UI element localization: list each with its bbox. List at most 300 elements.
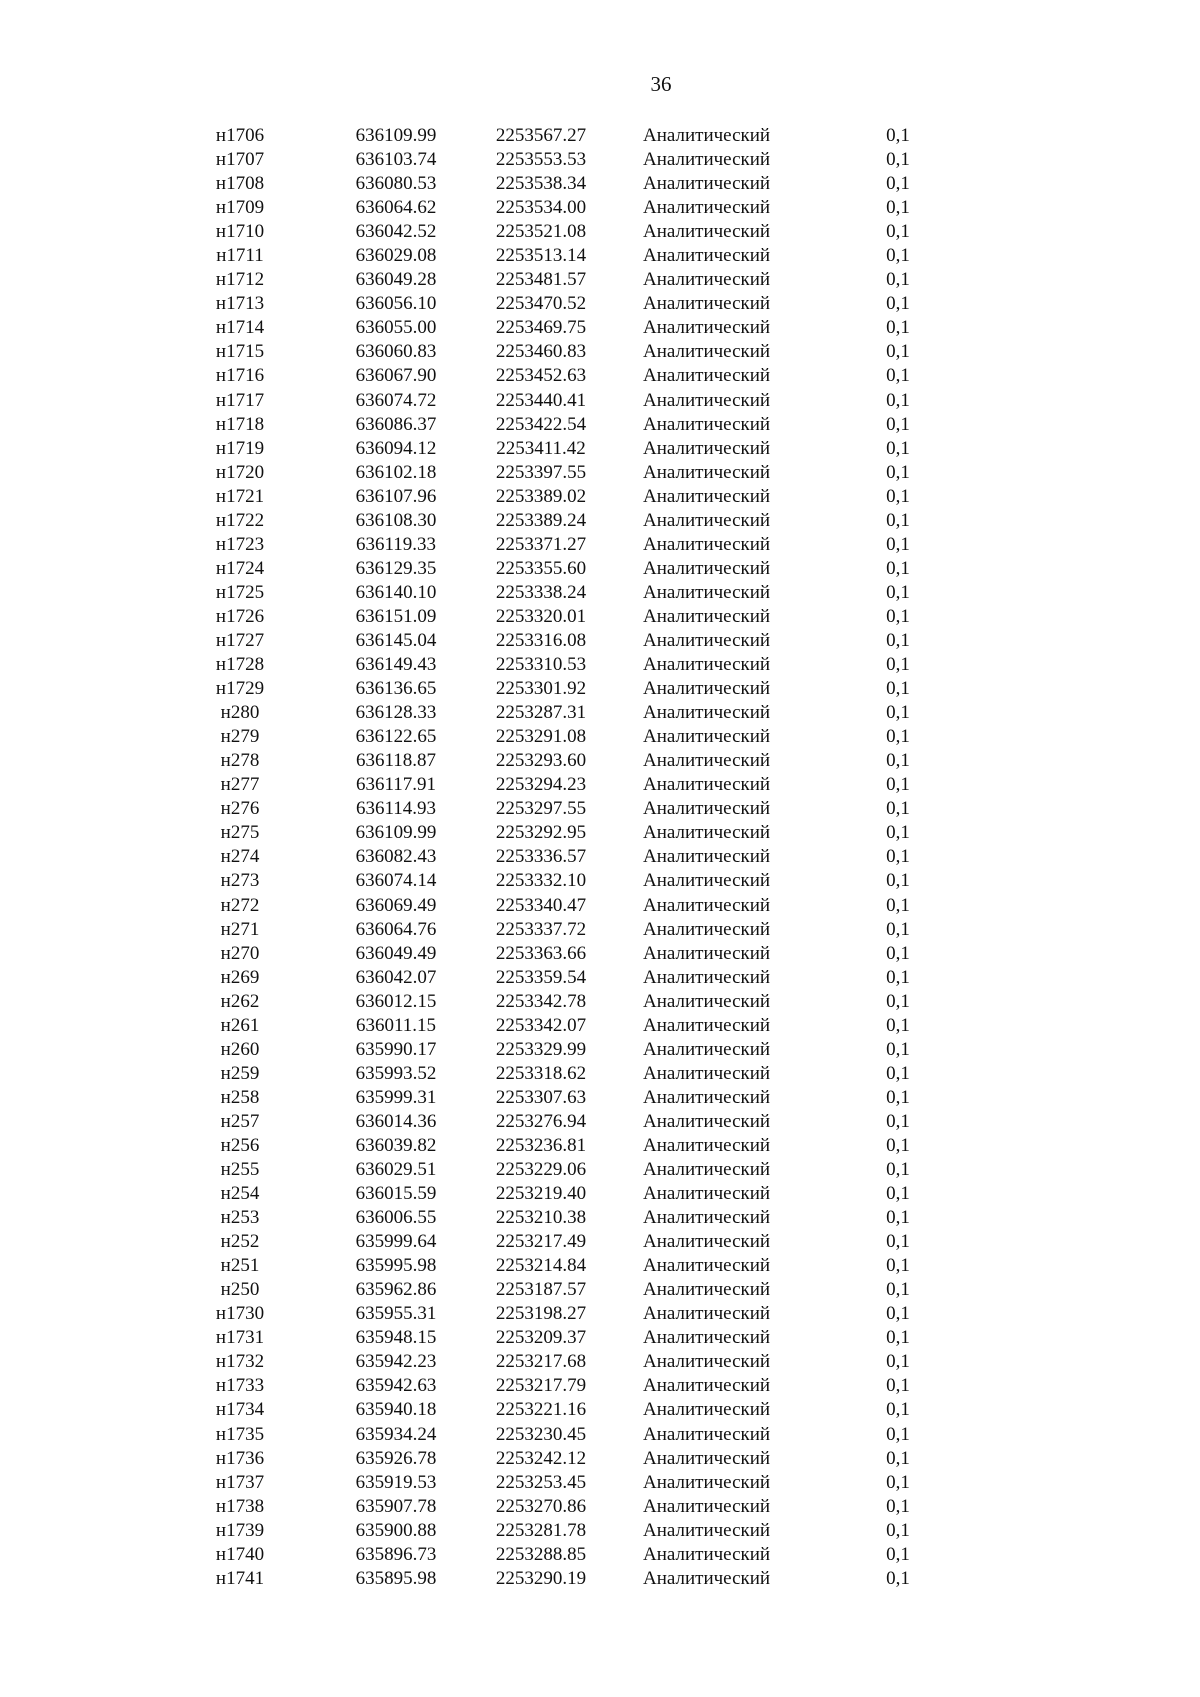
page-number: 36 xyxy=(650,72,672,96)
error-cell: 0,1 xyxy=(886,461,910,483)
y-coordinate-cell: 2253310.53 xyxy=(495,654,587,676)
table-row xyxy=(0,124,1200,148)
y-coordinate-cell: 2253288.85 xyxy=(495,1543,587,1565)
y-coordinate-cell: 2253291.08 xyxy=(495,726,587,748)
error-cell: 0,1 xyxy=(886,894,910,916)
method-cell: Аналитический xyxy=(643,1471,771,1493)
point-id-cell: н1710 xyxy=(215,221,265,243)
error-cell: 0,1 xyxy=(886,702,910,724)
x-coordinate-cell: 636109.99 xyxy=(355,822,437,844)
error-cell: 0,1 xyxy=(886,798,910,820)
table-row xyxy=(0,292,1200,316)
point-id-cell: н1719 xyxy=(215,437,265,459)
table-row xyxy=(0,605,1200,629)
method-cell: Аналитический xyxy=(643,990,771,1012)
table-row xyxy=(0,1326,1200,1350)
x-coordinate-cell: 636107.96 xyxy=(355,485,437,507)
table-row xyxy=(0,629,1200,653)
error-cell: 0,1 xyxy=(886,221,910,243)
y-coordinate-cell: 2253460.83 xyxy=(495,341,587,363)
error-cell: 0,1 xyxy=(886,557,910,579)
method-cell: Аналитический xyxy=(643,317,771,339)
x-coordinate-cell: 636029.08 xyxy=(355,245,437,267)
error-cell: 0,1 xyxy=(886,1207,910,1229)
x-coordinate-cell: 636067.90 xyxy=(355,365,437,387)
point-id-cell: н1725 xyxy=(215,581,265,603)
point-id-cell: н276 xyxy=(220,798,260,820)
method-cell: Аналитический xyxy=(643,894,771,916)
x-coordinate-cell: 636136.65 xyxy=(355,678,437,700)
method-cell: Аналитический xyxy=(643,822,771,844)
method-cell: Аналитический xyxy=(643,1327,771,1349)
x-coordinate-cell: 635926.78 xyxy=(355,1447,437,1469)
x-coordinate-cell: 636082.43 xyxy=(355,846,437,868)
point-id-cell: н1733 xyxy=(215,1375,265,1397)
method-cell: Аналитический xyxy=(643,870,771,892)
y-coordinate-cell: 2253293.60 xyxy=(495,750,587,772)
method-cell: Аналитический xyxy=(643,966,771,988)
error-cell: 0,1 xyxy=(886,1567,910,1589)
method-cell: Аналитический xyxy=(643,413,771,435)
y-coordinate-cell: 2253538.34 xyxy=(495,173,587,195)
method-cell: Аналитический xyxy=(643,485,771,507)
method-cell: Аналитический xyxy=(643,269,771,291)
x-coordinate-cell: 635993.52 xyxy=(355,1062,437,1084)
x-coordinate-cell: 636056.10 xyxy=(355,293,437,315)
method-cell: Аналитический xyxy=(643,1447,771,1469)
table-row xyxy=(0,990,1200,1014)
table-row xyxy=(0,1182,1200,1206)
point-id-cell: н269 xyxy=(220,966,260,988)
x-coordinate-cell: 635942.63 xyxy=(355,1375,437,1397)
y-coordinate-cell: 2253422.54 xyxy=(495,413,587,435)
x-coordinate-cell: 636102.18 xyxy=(355,461,437,483)
point-id-cell: н1712 xyxy=(215,269,265,291)
method-cell: Аналитический xyxy=(643,1062,771,1084)
error-cell: 0,1 xyxy=(886,1375,910,1397)
point-id-cell: н1730 xyxy=(215,1303,265,1325)
error-cell: 0,1 xyxy=(886,413,910,435)
method-cell: Аналитический xyxy=(643,1351,771,1373)
table-row xyxy=(0,1086,1200,1110)
method-cell: Аналитический xyxy=(643,509,771,531)
x-coordinate-cell: 635940.18 xyxy=(355,1399,437,1421)
y-coordinate-cell: 2253217.49 xyxy=(495,1231,587,1253)
x-coordinate-cell: 636011.15 xyxy=(355,1014,437,1036)
method-cell: Аналитический xyxy=(643,1183,771,1205)
y-coordinate-cell: 2253337.72 xyxy=(495,918,587,940)
table-row xyxy=(0,461,1200,485)
method-cell: Аналитический xyxy=(643,245,771,267)
table-row xyxy=(0,1062,1200,1086)
method-cell: Аналитический xyxy=(643,942,771,964)
point-id-cell: н278 xyxy=(220,750,260,772)
table-row xyxy=(0,1471,1200,1495)
y-coordinate-cell: 2253219.40 xyxy=(495,1183,587,1205)
table-row xyxy=(0,821,1200,845)
point-id-cell: н1739 xyxy=(215,1519,265,1541)
table-row xyxy=(0,196,1200,220)
error-cell: 0,1 xyxy=(886,1279,910,1301)
table-row xyxy=(0,845,1200,869)
error-cell: 0,1 xyxy=(886,1327,910,1349)
table-row xyxy=(0,1158,1200,1182)
point-id-cell: н273 xyxy=(220,870,260,892)
y-coordinate-cell: 2253521.08 xyxy=(495,221,587,243)
error-cell: 0,1 xyxy=(886,726,910,748)
point-id-cell: н1706 xyxy=(215,125,265,146)
point-id-cell: н250 xyxy=(220,1279,260,1301)
y-coordinate-cell: 2253336.57 xyxy=(495,846,587,868)
table-row xyxy=(0,1230,1200,1254)
error-cell: 0,1 xyxy=(886,822,910,844)
method-cell: Аналитический xyxy=(643,557,771,579)
y-coordinate-cell: 2253187.57 xyxy=(495,1279,587,1301)
x-coordinate-cell: 636012.15 xyxy=(355,990,437,1012)
error-cell: 0,1 xyxy=(886,1495,910,1517)
point-id-cell: н271 xyxy=(220,918,260,940)
table-row xyxy=(0,316,1200,340)
x-coordinate-cell: 635990.17 xyxy=(355,1038,437,1060)
point-id-cell: н252 xyxy=(220,1231,260,1253)
y-coordinate-cell: 2253513.14 xyxy=(495,245,587,267)
point-id-cell: н1734 xyxy=(215,1399,265,1421)
table-row xyxy=(0,1398,1200,1422)
x-coordinate-cell: 635948.15 xyxy=(355,1327,437,1349)
method-cell: Аналитический xyxy=(643,678,771,700)
error-cell: 0,1 xyxy=(886,1351,910,1373)
error-cell: 0,1 xyxy=(886,678,910,700)
error-cell: 0,1 xyxy=(886,365,910,387)
table-row xyxy=(0,244,1200,268)
x-coordinate-cell: 636080.53 xyxy=(355,173,437,195)
table-row xyxy=(0,148,1200,172)
table-row xyxy=(0,1206,1200,1230)
y-coordinate-cell: 2253270.86 xyxy=(495,1495,587,1517)
table-row xyxy=(0,509,1200,533)
y-coordinate-cell: 2253411.42 xyxy=(496,437,586,459)
point-id-cell: н1724 xyxy=(215,557,265,579)
x-coordinate-cell: 636122.65 xyxy=(355,726,437,748)
coordinate-table xyxy=(0,124,1200,1591)
error-cell: 0,1 xyxy=(886,1255,910,1277)
error-cell: 0,1 xyxy=(886,1183,910,1205)
y-coordinate-cell: 2253281.78 xyxy=(495,1519,587,1541)
y-coordinate-cell: 2253198.27 xyxy=(495,1303,587,1325)
error-cell: 0,1 xyxy=(886,1447,910,1469)
point-id-cell: н259 xyxy=(220,1062,260,1084)
method-cell: Аналитический xyxy=(643,629,771,651)
method-cell: Аналитический xyxy=(643,1014,771,1036)
error-cell: 0,1 xyxy=(886,149,910,171)
point-id-cell: н255 xyxy=(220,1159,260,1181)
x-coordinate-cell: 635999.31 xyxy=(355,1086,437,1108)
y-coordinate-cell: 2253397.55 xyxy=(495,461,587,483)
y-coordinate-cell: 2253318.62 xyxy=(495,1062,587,1084)
y-coordinate-cell: 2253332.10 xyxy=(495,870,587,892)
error-cell: 0,1 xyxy=(886,1231,910,1253)
y-coordinate-cell: 2253338.24 xyxy=(495,581,587,603)
x-coordinate-cell: 635962.86 xyxy=(355,1279,437,1301)
x-coordinate-cell: 636074.14 xyxy=(355,870,437,892)
table-row xyxy=(0,581,1200,605)
point-id-cell: н1717 xyxy=(215,389,265,411)
x-coordinate-cell: 636015.59 xyxy=(355,1183,437,1205)
error-cell: 0,1 xyxy=(886,1038,910,1060)
y-coordinate-cell: 2253287.31 xyxy=(495,702,587,724)
point-id-cell: н257 xyxy=(220,1110,260,1132)
y-coordinate-cell: 2253470.52 xyxy=(495,293,587,315)
x-coordinate-cell: 636149.43 xyxy=(355,654,437,676)
point-id-cell: н261 xyxy=(220,1014,260,1036)
method-cell: Аналитический xyxy=(643,533,771,555)
y-coordinate-cell: 2253440.41 xyxy=(495,389,587,411)
error-cell: 0,1 xyxy=(886,197,910,219)
y-coordinate-cell: 2253230.45 xyxy=(495,1423,587,1445)
point-id-cell: н1709 xyxy=(215,197,265,219)
table-row xyxy=(0,773,1200,797)
point-id-cell: н1737 xyxy=(215,1471,265,1493)
method-cell: Аналитический xyxy=(643,1279,771,1301)
table-row xyxy=(0,869,1200,893)
x-coordinate-cell: 635999.64 xyxy=(355,1231,437,1253)
x-coordinate-cell: 636055.00 xyxy=(355,317,437,339)
point-id-cell: н1718 xyxy=(215,413,265,435)
point-id-cell: н258 xyxy=(220,1086,260,1108)
table-row xyxy=(0,749,1200,773)
error-cell: 0,1 xyxy=(886,581,910,603)
x-coordinate-cell: 636086.37 xyxy=(355,413,437,435)
y-coordinate-cell: 2253389.24 xyxy=(495,509,587,531)
x-coordinate-cell: 636060.83 xyxy=(355,341,437,363)
point-id-cell: н1731 xyxy=(215,1327,265,1349)
y-coordinate-cell: 2253236.81 xyxy=(495,1134,587,1156)
error-cell: 0,1 xyxy=(886,870,910,892)
method-cell: Аналитический xyxy=(643,798,771,820)
error-cell: 0,1 xyxy=(886,533,910,555)
table-row xyxy=(0,1254,1200,1278)
x-coordinate-cell: 636074.72 xyxy=(355,389,437,411)
y-coordinate-cell: 2253340.47 xyxy=(495,894,587,916)
y-coordinate-cell: 2253452.63 xyxy=(495,365,587,387)
table-row xyxy=(0,1302,1200,1326)
y-coordinate-cell: 2253363.66 xyxy=(495,942,587,964)
point-id-cell: н1722 xyxy=(215,509,265,531)
point-id-cell: н1738 xyxy=(215,1495,265,1517)
error-cell: 0,1 xyxy=(886,317,910,339)
x-coordinate-cell: 636014.36 xyxy=(355,1110,437,1132)
point-id-cell: н1732 xyxy=(215,1351,265,1373)
x-coordinate-cell: 635907.78 xyxy=(355,1495,437,1517)
table-row xyxy=(0,894,1200,918)
method-cell: Аналитический xyxy=(643,1519,771,1541)
table-row xyxy=(0,172,1200,196)
method-cell: Аналитический xyxy=(643,149,771,171)
table-row xyxy=(0,389,1200,413)
table-row xyxy=(0,1567,1200,1591)
y-coordinate-cell: 2253371.27 xyxy=(495,533,587,555)
method-cell: Аналитический xyxy=(643,1423,771,1445)
method-cell: Аналитический xyxy=(643,293,771,315)
error-cell: 0,1 xyxy=(886,389,910,411)
table-row xyxy=(0,1134,1200,1158)
x-coordinate-cell: 636069.49 xyxy=(355,894,437,916)
y-coordinate-cell: 2253567.27 xyxy=(495,125,587,146)
point-id-cell: н1714 xyxy=(215,317,265,339)
table-row xyxy=(0,797,1200,821)
error-cell: 0,1 xyxy=(886,269,910,291)
y-coordinate-cell: 2253329.99 xyxy=(495,1038,587,1060)
error-cell: 0,1 xyxy=(886,1543,910,1565)
table-row xyxy=(0,1038,1200,1062)
point-id-cell: н272 xyxy=(220,894,260,916)
point-id-cell: н274 xyxy=(220,846,260,868)
table-row xyxy=(0,966,1200,990)
point-id-cell: н1728 xyxy=(215,654,265,676)
table-row xyxy=(0,725,1200,749)
method-cell: Аналитический xyxy=(643,173,771,195)
x-coordinate-cell: 635900.88 xyxy=(355,1519,437,1541)
method-cell: Аналитический xyxy=(643,581,771,603)
table-row xyxy=(0,942,1200,966)
y-coordinate-cell: 2253359.54 xyxy=(495,966,587,988)
method-cell: Аналитический xyxy=(643,389,771,411)
y-coordinate-cell: 2253214.84 xyxy=(495,1255,587,1277)
x-coordinate-cell: 636118.87 xyxy=(355,750,437,772)
table-row xyxy=(0,340,1200,364)
x-coordinate-cell: 635934.24 xyxy=(355,1423,437,1445)
point-id-cell: н251 xyxy=(220,1255,260,1277)
table-row xyxy=(0,413,1200,437)
x-coordinate-cell: 636042.52 xyxy=(355,221,437,243)
table-row xyxy=(0,1447,1200,1471)
error-cell: 0,1 xyxy=(886,942,910,964)
error-cell: 0,1 xyxy=(886,509,910,531)
x-coordinate-cell: 636006.55 xyxy=(355,1207,437,1229)
method-cell: Аналитический xyxy=(643,365,771,387)
point-id-cell: н256 xyxy=(220,1134,260,1156)
table-row xyxy=(0,220,1200,244)
method-cell: Аналитический xyxy=(643,1255,771,1277)
method-cell: Аналитический xyxy=(643,1159,771,1181)
method-cell: Аналитический xyxy=(643,125,771,146)
point-id-cell: н1727 xyxy=(215,629,265,651)
method-cell: Аналитический xyxy=(643,750,771,772)
x-coordinate-cell: 636049.28 xyxy=(355,269,437,291)
y-coordinate-cell: 2253229.06 xyxy=(495,1159,587,1181)
x-coordinate-cell: 636094.12 xyxy=(355,437,437,459)
method-cell: Аналитический xyxy=(643,197,771,219)
error-cell: 0,1 xyxy=(886,173,910,195)
point-id-cell: н1735 xyxy=(215,1423,265,1445)
point-id-cell: н254 xyxy=(220,1183,260,1205)
method-cell: Аналитический xyxy=(643,654,771,676)
x-coordinate-cell: 636117.91 xyxy=(355,774,437,796)
point-id-cell: н1720 xyxy=(215,461,265,483)
y-coordinate-cell: 2253307.63 xyxy=(495,1086,587,1108)
method-cell: Аналитический xyxy=(643,341,771,363)
table-row xyxy=(0,1543,1200,1567)
error-cell: 0,1 xyxy=(886,1086,910,1108)
method-cell: Аналитический xyxy=(643,1110,771,1132)
x-coordinate-cell: 635942.23 xyxy=(355,1351,437,1373)
error-cell: 0,1 xyxy=(886,1303,910,1325)
point-id-cell: н1715 xyxy=(215,341,265,363)
error-cell: 0,1 xyxy=(886,1014,910,1036)
table-row xyxy=(0,557,1200,581)
method-cell: Аналитический xyxy=(643,1567,771,1589)
method-cell: Аналитический xyxy=(643,1399,771,1421)
y-coordinate-cell: 2253290.19 xyxy=(495,1567,587,1589)
x-coordinate-cell: 635995.98 xyxy=(355,1255,437,1277)
error-cell: 0,1 xyxy=(886,245,910,267)
error-cell: 0,1 xyxy=(886,629,910,651)
point-id-cell: н1713 xyxy=(215,293,265,315)
table-row xyxy=(0,1350,1200,1374)
table-row xyxy=(0,1110,1200,1134)
x-coordinate-cell: 636140.10 xyxy=(355,581,437,603)
point-id-cell: н1740 xyxy=(215,1543,265,1565)
method-cell: Аналитический xyxy=(643,437,771,459)
table-row xyxy=(0,1495,1200,1519)
error-cell: 0,1 xyxy=(886,125,910,146)
point-id-cell: н262 xyxy=(220,990,260,1012)
x-coordinate-cell: 635919.53 xyxy=(355,1471,437,1493)
method-cell: Аналитический xyxy=(643,726,771,748)
x-coordinate-cell: 636128.33 xyxy=(355,702,437,724)
y-coordinate-cell: 2253209.37 xyxy=(495,1327,587,1349)
error-cell: 0,1 xyxy=(886,774,910,796)
x-coordinate-cell: 636039.82 xyxy=(355,1134,437,1156)
error-cell: 0,1 xyxy=(886,1423,910,1445)
method-cell: Аналитический xyxy=(643,702,771,724)
error-cell: 0,1 xyxy=(886,1471,910,1493)
y-coordinate-cell: 2253316.08 xyxy=(495,629,587,651)
x-coordinate-cell: 636119.33 xyxy=(355,533,437,555)
x-coordinate-cell: 636029.51 xyxy=(355,1159,437,1181)
y-coordinate-cell: 2253320.01 xyxy=(495,605,587,627)
point-id-cell: н277 xyxy=(220,774,260,796)
method-cell: Аналитический xyxy=(643,918,771,940)
method-cell: Аналитический xyxy=(643,1231,771,1253)
y-coordinate-cell: 2253221.16 xyxy=(495,1399,587,1421)
point-id-cell: н280 xyxy=(220,702,260,724)
table-row xyxy=(0,437,1200,461)
y-coordinate-cell: 2253253.45 xyxy=(495,1471,587,1493)
point-id-cell: н253 xyxy=(220,1207,260,1229)
point-id-cell: н1741 xyxy=(215,1567,265,1589)
method-cell: Аналитический xyxy=(643,1543,771,1565)
method-cell: Аналитический xyxy=(643,1375,771,1397)
point-id-cell: н1721 xyxy=(215,485,265,507)
x-coordinate-cell: 636151.09 xyxy=(355,605,437,627)
table-row xyxy=(0,1519,1200,1543)
point-id-cell: н260 xyxy=(220,1038,260,1060)
x-coordinate-cell: 636049.49 xyxy=(355,942,437,964)
error-cell: 0,1 xyxy=(886,1399,910,1421)
error-cell: 0,1 xyxy=(886,654,910,676)
method-cell: Аналитический xyxy=(643,1495,771,1517)
y-coordinate-cell: 2253217.68 xyxy=(495,1351,587,1373)
table-row xyxy=(0,1278,1200,1302)
table-row xyxy=(0,364,1200,388)
x-coordinate-cell: 636109.99 xyxy=(355,125,437,146)
y-coordinate-cell: 2253342.78 xyxy=(495,990,587,1012)
error-cell: 0,1 xyxy=(886,341,910,363)
method-cell: Аналитический xyxy=(643,1134,771,1156)
table-row xyxy=(0,1374,1200,1398)
x-coordinate-cell: 635955.31 xyxy=(355,1303,437,1325)
